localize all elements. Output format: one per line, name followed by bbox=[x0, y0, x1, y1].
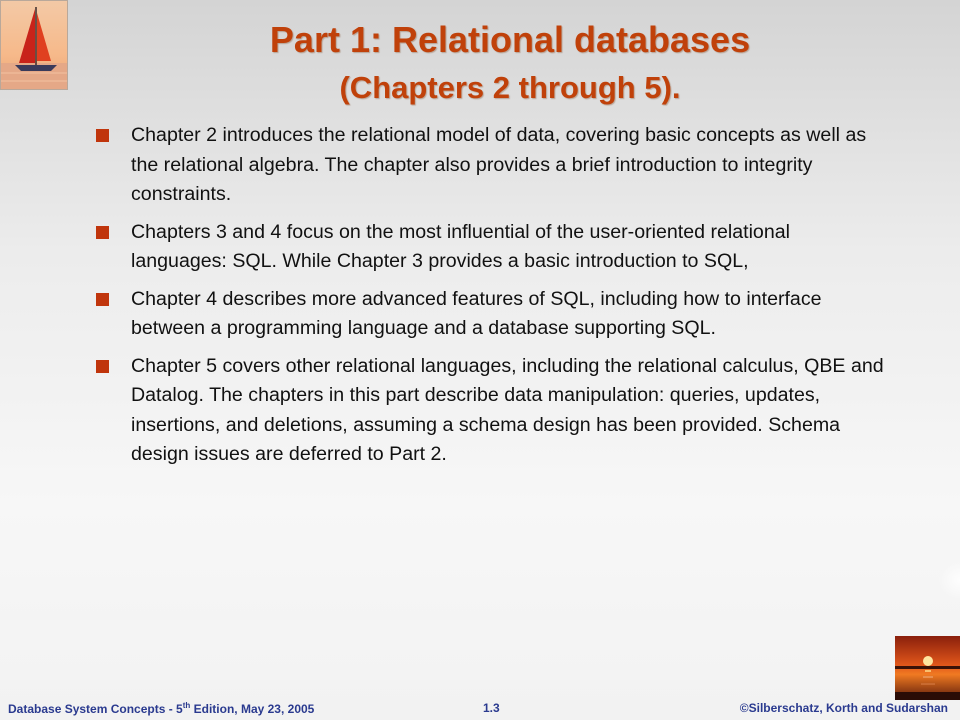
bullet-item bbox=[96, 352, 886, 470]
square-bullet-icon bbox=[96, 226, 109, 239]
bullet-text: Chapter 2 introduces the relational model of data, covering basic concepts as well as the relational algebra. The chapter also provides a brief introduction to integrity constraints. bbox=[131, 124, 867, 205]
bullet-item bbox=[96, 218, 886, 277]
footer-copyright: ©Silberschatz, Korth and Sudarshan bbox=[739, 701, 948, 715]
bullet-list bbox=[96, 121, 886, 478]
footer-book-info: Database System Concepts - 5th Edition, May 23, 2005 bbox=[8, 701, 315, 716]
footer bbox=[0, 699, 960, 720]
slide-title: Part 1: Relational databases bbox=[269, 19, 751, 60]
bullet-text: Chapters 3 and 4 focus on the most influential of the user-oriented relational languages: SQL. While Chapter 3 provides a basic introduction to SQL, bbox=[131, 220, 790, 272]
square-bullet-icon bbox=[96, 129, 109, 142]
sailboat-picture bbox=[0, 0, 68, 90]
bullet-text: Chapter 5 covers other relational languages, including the relational calculus, QBE and Datalog. The chapters in this part describe data manipulation: queries, updates, insertions, and deletions, assuming a schema design has been provided. Schema design issues are deferred to Part 2. bbox=[131, 354, 884, 465]
bullet-text: Chapter 4 describes more advanced features of SQL, including how to interface between a programming language and a database supporting SQL. bbox=[131, 287, 822, 339]
bullet-item bbox=[96, 121, 886, 210]
square-bullet-icon bbox=[96, 293, 109, 306]
sunset-picture bbox=[895, 636, 960, 700]
slide-subtitle: (Chapters 2 through 5). bbox=[339, 70, 681, 105]
background-sheen bbox=[938, 560, 960, 600]
bullet-item bbox=[96, 285, 886, 344]
square-bullet-icon bbox=[96, 360, 109, 373]
page-number: 1.3 bbox=[483, 701, 500, 715]
